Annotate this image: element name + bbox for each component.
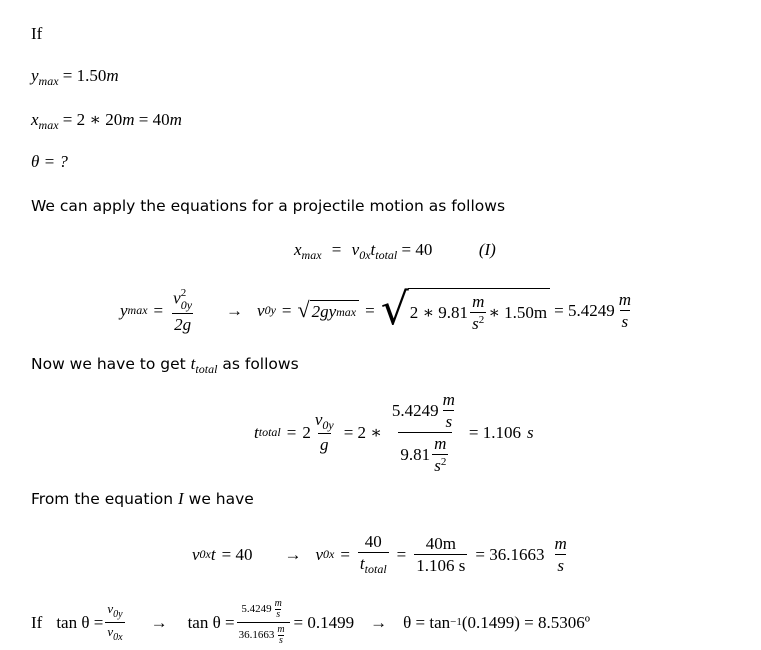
equation-2: y max = v 2 0y 2g → v 0y = √ 2gy max = √ 2 ∗ 9.81 $\frac{m}{s^2}$ ∗ 1.50m = 5.4249 $\frac{m}{s}$ [120, 284, 631, 335]
eq3-a-v: v [314, 410, 323, 429]
eq2-sqrt-small [297, 299, 359, 321]
eq3-t: t [254, 422, 259, 442]
eq4-frac1 [358, 533, 389, 575]
eq3-num-unit [441, 391, 457, 430]
eq5-f1-dv: v [107, 623, 114, 639]
eq5-f1-sub: 0y [113, 608, 123, 620]
from-text: From the equation [31, 490, 174, 508]
eq3-mid: = 2 ∗ [343, 422, 382, 442]
eq4-v2-sub: 0x [323, 547, 335, 561]
eq2-big-m: m [472, 292, 485, 311]
ymax-unit: m [106, 66, 119, 85]
sqrt-big-icon: √ [380, 284, 409, 335]
xmax-given [31, 111, 182, 131]
eq3-num-s: s [445, 411, 453, 431]
equation-5 [31, 598, 590, 646]
eq5-frac1 [105, 602, 124, 643]
eq2-unit-m: m [618, 289, 631, 309]
eq4-arrow-icon: → [284, 544, 302, 564]
if-text: If [31, 24, 43, 43]
eq4-unit-s: s [557, 555, 564, 575]
eq3-result-unit: s [527, 422, 534, 442]
eq4-f1-num: 40 [364, 532, 382, 551]
eq4-result: = 36.1663 [475, 544, 545, 564]
eq2-root-sub: max [336, 304, 357, 319]
eq4-v-sub: 0x [199, 547, 211, 561]
eq5-f2-nm: m [274, 597, 282, 609]
eq4-v: v [192, 544, 200, 564]
eq5-theta: θ = tan [403, 612, 451, 632]
eq1-x-sub: max [301, 248, 322, 262]
from-suffix: we have [188, 490, 254, 508]
eq4-t: t [210, 544, 216, 564]
eq2-den: 2g [174, 314, 192, 334]
eq5-f1-v: v [107, 600, 114, 616]
eq2-big-b: ∗ 1.50m [488, 303, 548, 322]
eq5-f1-dsub: 0x [113, 631, 123, 643]
eq2-frac [171, 288, 194, 333]
eq4-rhs: = 40 [221, 544, 253, 564]
eq2-arrow-icon: → [226, 300, 244, 320]
eq4-unit-m: m [554, 533, 567, 553]
eq5-frac2 [237, 599, 290, 646]
eq5-ratio: = 0.1499 [293, 612, 355, 632]
eq1-label: (I) [478, 240, 496, 259]
sqrt-icon: √ [297, 297, 310, 322]
eq5-f2-ds: s [278, 634, 283, 646]
eq4-f2-num: 40m [425, 533, 456, 553]
xmax-unit2: m [169, 110, 182, 129]
eq2-root-g: 2gy [311, 302, 337, 321]
eq3-den-s: s [434, 455, 441, 475]
from-sentence [31, 490, 254, 508]
now-t-sub: total [195, 362, 218, 376]
eq2-v-sub: 0y [264, 303, 276, 317]
now-t: t [190, 354, 196, 373]
eq3-frac-b [390, 391, 461, 474]
xmax-unit1: m [122, 110, 135, 129]
eq5-f2-den-unit [276, 625, 285, 646]
eq5-f2-dm: m [277, 623, 285, 635]
eq2-v: v [257, 300, 265, 320]
eq1-v: v [351, 240, 360, 259]
xmax-sub: max [38, 118, 59, 132]
eq3-frac-a [313, 411, 336, 453]
eq4-f1-den: t [359, 554, 365, 573]
eq1-x: x [294, 240, 302, 259]
eq2-big-frac [470, 293, 486, 332]
theta-q-text: θ = ? [31, 152, 68, 171]
ymax-sub: max [38, 74, 59, 88]
equation-4: v 0x t = 40 → v 0x = $\frac{40}{t_{total}}$ = $\frac{40m}{1.106 s}$ = 36.1663 $\frac{m}{s}$ [192, 532, 567, 576]
now-suffix: as follows [222, 355, 299, 373]
eq5-if: If [31, 612, 43, 632]
eq5-arrow2-icon: → [370, 612, 388, 632]
eq3-den-m: m [434, 433, 447, 453]
eq2-num-sub: 0y [180, 297, 193, 312]
eq5-f2-ns: s [276, 608, 281, 620]
ymax-given [31, 67, 119, 87]
eq5-inv: −1 [450, 615, 462, 628]
eq1-v-sub: 0x [359, 248, 371, 262]
eq4-f1-den-sub: total [364, 562, 387, 576]
eq3-num-m: m [442, 389, 455, 409]
theta-question [31, 153, 68, 170]
eq2-y: y [120, 300, 128, 320]
eq3-den-sup: 2 [440, 455, 447, 468]
eq3-num-val: 5.4249 [391, 400, 439, 420]
if-label [31, 25, 42, 42]
eq3-den-val: 9.81 [400, 444, 431, 464]
eq5-tan: tan θ = [56, 612, 104, 632]
eq5-f2-den: 36.1663 [238, 628, 275, 641]
now-sentence [31, 355, 299, 375]
intro-sentence [31, 199, 505, 215]
eq2-num-sup: 2 [180, 286, 187, 299]
intro-text: We can apply the equations for a projectile motion as follows [31, 197, 506, 215]
eq3-den-unit [432, 435, 448, 474]
eq3-t-sub: total [258, 425, 281, 439]
eq5-final: (0.1499) = 8.5306º [461, 612, 591, 632]
eq2-num-v: v [173, 287, 181, 307]
eq2-unit [617, 291, 633, 330]
xmax-val1: = 2 ∗ 20 [58, 110, 123, 129]
eq3-a-g: g [320, 435, 329, 454]
eq2-sqrt-big [380, 284, 550, 335]
eq2-big-s: s [472, 314, 479, 333]
eq2-result: = 5.4249 [554, 300, 615, 320]
eq2-big-a: 2 ∗ 9.81 [409, 303, 469, 322]
eq4-f2-den: 1.106 s [416, 555, 466, 575]
from-var: I [178, 489, 184, 508]
ymax-var: y [31, 66, 39, 85]
equation-3: t total = 2 $\frac{v_{0y}}{g}$ = 2 ∗ 5.4249 $\frac{m}{s}$ 9.81 $\frac{m}{s^2}$ = 1.106 s [254, 389, 534, 475]
xmax-val2: = 40 [134, 110, 170, 129]
eq4-v2: v [315, 544, 323, 564]
eq4-unit [552, 535, 568, 574]
eq5-arrow-icon: → [150, 612, 168, 632]
eq1-rhs: = 40 [401, 240, 433, 259]
eq2-big-sup: 2 [478, 314, 485, 326]
eq1-t: t [370, 240, 376, 259]
eq5-tan2: tan θ = [187, 612, 235, 632]
eq2-y-sub: max [127, 303, 148, 317]
ymax-val: = 1.50 [58, 66, 107, 85]
eq5-f2-num-unit [274, 599, 283, 620]
eq4-frac2 [414, 535, 467, 574]
equation-1: $x_{max} = v_{0x}t_{total} = 40$ (I) [294, 240, 496, 262]
eq1-t-sub: total [375, 248, 398, 262]
eq2-unit-s: s [621, 311, 629, 331]
eq3-coef: 2 [302, 422, 311, 442]
eq5-f2-num: 5.4249 [241, 602, 272, 615]
eq3-a-sub: 0y [322, 418, 334, 432]
eq3-result: = 1.106 [468, 422, 521, 442]
xmax-var: x [31, 110, 39, 129]
now-prefix: Now we have to get [31, 355, 186, 373]
